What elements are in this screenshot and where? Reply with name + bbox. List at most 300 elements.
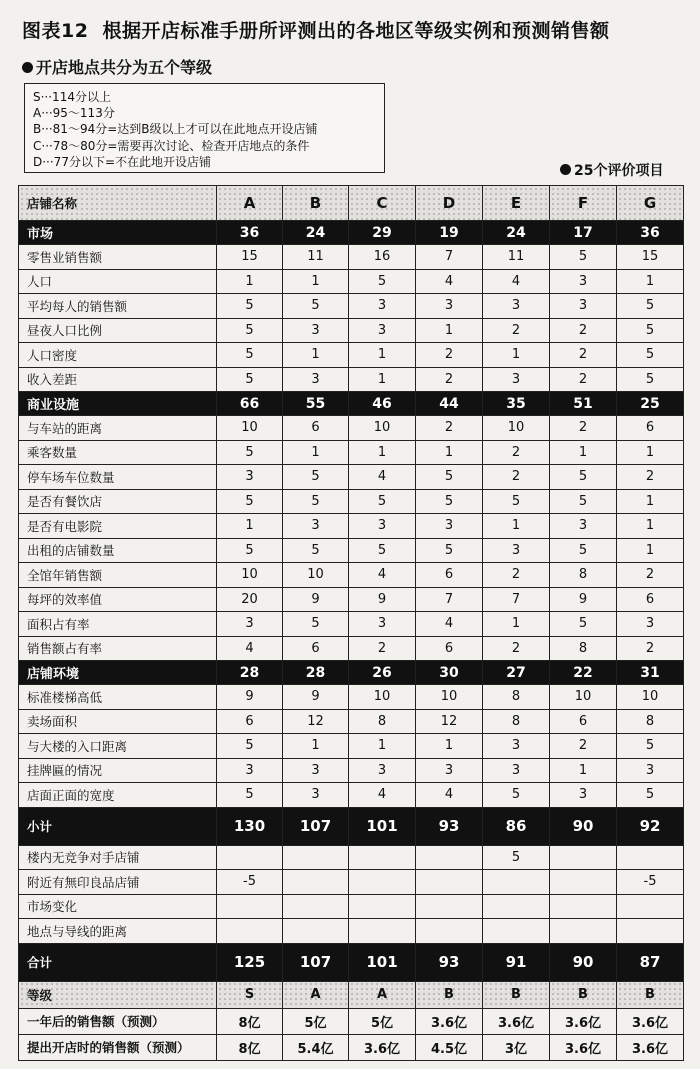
cell-b <box>283 894 349 919</box>
cell-c: 4 <box>349 783 416 808</box>
cell-a: 5 <box>217 783 283 808</box>
cell-f: 5 <box>550 538 617 563</box>
evaluation-table <box>18 185 684 1061</box>
row-label: 全馆年销售额 <box>19 563 217 588</box>
cell-e: 8 <box>483 685 550 710</box>
table-row <box>19 269 684 294</box>
row-label: 标准楼梯高低 <box>19 685 217 710</box>
cell-f: 17 <box>550 221 617 245</box>
cell-c: 4 <box>349 563 416 588</box>
cell-e: 5 <box>483 783 550 808</box>
adjustment-row <box>19 870 684 895</box>
cell-g: 31 <box>617 661 684 685</box>
subtotal-row <box>19 807 684 845</box>
row-label: 乘客数量 <box>19 440 217 465</box>
legend-line-c: C···78～80分=需要再次讨论、检查开店地点的条件 <box>33 138 310 153</box>
row-label: 提出开店时的销售额（预测） <box>19 1034 217 1060</box>
cell-b: 1 <box>283 734 349 759</box>
row-label: 与车站的距离 <box>19 416 217 441</box>
cell-b: 5 <box>283 294 349 319</box>
cell-d: 7 <box>416 245 483 270</box>
cell-e: 1 <box>483 514 550 539</box>
cell-d: 6 <box>416 563 483 588</box>
cell-g: 5 <box>617 783 684 808</box>
row-label: 一年后的销售额（预测） <box>19 1008 217 1034</box>
table-row <box>19 758 684 783</box>
cell-a: 5 <box>217 343 283 368</box>
cell-d: 3 <box>416 294 483 319</box>
cell-a: 20 <box>217 587 283 612</box>
cell-c: 3 <box>349 612 416 637</box>
cell-g: 5 <box>617 343 684 368</box>
cell-g: 3.6亿 <box>617 1008 684 1034</box>
cell-g: 92 <box>617 807 684 845</box>
cell-a: 10 <box>217 416 283 441</box>
cell-f: 8 <box>550 563 617 588</box>
cell-g: 10 <box>617 685 684 710</box>
cell-d: 4.5亿 <box>416 1034 483 1060</box>
sales-forecast-year-row <box>19 1008 684 1034</box>
cell-a: 5 <box>217 318 283 343</box>
cell-g <box>617 894 684 919</box>
cell-c: 16 <box>349 245 416 270</box>
cell-f <box>550 845 617 870</box>
cell-b: 24 <box>283 221 349 245</box>
cell-g: 1 <box>617 440 684 465</box>
cell-g <box>617 919 684 944</box>
total-row <box>19 943 684 981</box>
eval-items-note-text: 25个评价项目 <box>574 163 664 179</box>
cell-f <box>550 894 617 919</box>
row-label: 店铺环境 <box>19 661 217 685</box>
header-store-name: 店铺名称 <box>19 186 217 221</box>
header-store-c: C <box>349 186 416 221</box>
cell-g: 2 <box>617 465 684 490</box>
cell-d: 4 <box>416 269 483 294</box>
cell-c: 46 <box>349 392 416 416</box>
cell-d: 2 <box>416 343 483 368</box>
cell-a <box>217 919 283 944</box>
figure-title <box>22 16 609 43</box>
row-label: 零售业销售额 <box>19 245 217 270</box>
table-row <box>19 685 684 710</box>
adjustment-row <box>19 845 684 870</box>
cell-f: 5 <box>550 489 617 514</box>
cell-c: 1 <box>349 367 416 392</box>
cell-b: 3 <box>283 318 349 343</box>
row-label: 商业设施 <box>19 392 217 416</box>
row-label: 销售额占有率 <box>19 636 217 661</box>
cell-b: 1 <box>283 343 349 368</box>
cell-g: 5 <box>617 294 684 319</box>
row-label: 平均每人的销售额 <box>19 294 217 319</box>
cell-e: 2 <box>483 440 550 465</box>
cell-e: 3.6亿 <box>483 1008 550 1034</box>
table-row <box>19 318 684 343</box>
row-label: 挂牌匾的情况 <box>19 758 217 783</box>
cell-f: 2 <box>550 367 617 392</box>
cell-f: 3 <box>550 514 617 539</box>
row-label: 小计 <box>19 807 217 845</box>
row-label: 附近有無印良品店铺 <box>19 870 217 895</box>
cell-d: 6 <box>416 636 483 661</box>
row-label: 出租的店铺数量 <box>19 538 217 563</box>
cell-b: 6 <box>283 636 349 661</box>
cell-e: 35 <box>483 392 550 416</box>
cell-b: 3 <box>283 758 349 783</box>
cell-d: 5 <box>416 465 483 490</box>
row-label: 市场变化 <box>19 894 217 919</box>
cell-e: 11 <box>483 245 550 270</box>
cell-a: 3 <box>217 758 283 783</box>
cell-b: 5 <box>283 612 349 637</box>
table-row <box>19 514 684 539</box>
cell-a: 36 <box>217 221 283 245</box>
row-label: 等级 <box>19 981 217 1008</box>
cell-e <box>483 919 550 944</box>
cell-a: 1 <box>217 269 283 294</box>
cell-d: 10 <box>416 685 483 710</box>
cell-b: 6 <box>283 416 349 441</box>
legend-line-b: B···81～94分=达到B级以上才可以在此地点开设店铺 <box>33 122 318 137</box>
cell-a: 5 <box>217 489 283 514</box>
section-row <box>19 392 684 416</box>
cell-d: 2 <box>416 367 483 392</box>
eval-items-note <box>560 160 663 180</box>
header-store-g: G <box>617 186 684 221</box>
cell-a: 3 <box>217 465 283 490</box>
cell-a: 125 <box>217 943 283 981</box>
cell-a: 15 <box>217 245 283 270</box>
cell-b: 55 <box>283 392 349 416</box>
cell-g: 1 <box>617 538 684 563</box>
header-store-d: D <box>416 186 483 221</box>
cell-f: 3 <box>550 294 617 319</box>
cell-d: 4 <box>416 612 483 637</box>
cell-f: 2 <box>550 343 617 368</box>
cell-a: 8亿 <box>217 1008 283 1034</box>
cell-e: 8 <box>483 709 550 734</box>
cell-c: 1 <box>349 734 416 759</box>
cell-c <box>349 919 416 944</box>
row-label: 楼内无竞争对手店铺 <box>19 845 217 870</box>
cell-b <box>283 845 349 870</box>
cell-e: 3 <box>483 758 550 783</box>
cell-e: 91 <box>483 943 550 981</box>
row-label: 市场 <box>19 221 217 245</box>
table-header-row <box>19 186 684 221</box>
cell-a: 1 <box>217 514 283 539</box>
cell-b: 10 <box>283 563 349 588</box>
table-row <box>19 538 684 563</box>
sales-forecast-open-row <box>19 1034 684 1060</box>
cell-d: 44 <box>416 392 483 416</box>
cell-f: 1 <box>550 758 617 783</box>
cell-b: 3 <box>283 783 349 808</box>
cell-b: 3 <box>283 367 349 392</box>
cell-b <box>283 870 349 895</box>
row-label: 收入差距 <box>19 367 217 392</box>
row-label: 地点与导线的距离 <box>19 919 217 944</box>
cell-e <box>483 870 550 895</box>
header-store-a: A <box>217 186 283 221</box>
cell-c: 3.6亿 <box>349 1034 416 1060</box>
cell-g: 3.6亿 <box>617 1034 684 1060</box>
cell-f: 8 <box>550 636 617 661</box>
cell-b: 5亿 <box>283 1008 349 1034</box>
row-label: 人口 <box>19 269 217 294</box>
cell-f: 3 <box>550 269 617 294</box>
cell-c: 3 <box>349 758 416 783</box>
header-store-f: F <box>550 186 617 221</box>
row-label: 人口密度 <box>19 343 217 368</box>
cell-a: 5 <box>217 734 283 759</box>
table-row <box>19 440 684 465</box>
cell-f: 90 <box>550 807 617 845</box>
cell-e <box>483 894 550 919</box>
cell-f: 3 <box>550 783 617 808</box>
cell-c: 9 <box>349 587 416 612</box>
cell-e: 2 <box>483 318 550 343</box>
cell-b: 107 <box>283 943 349 981</box>
cell-d <box>416 845 483 870</box>
grade-row <box>19 981 684 1008</box>
table-row <box>19 734 684 759</box>
cell-e: 86 <box>483 807 550 845</box>
cell-g: B <box>617 981 684 1008</box>
cell-g: 5 <box>617 367 684 392</box>
cell-c: 5 <box>349 489 416 514</box>
cell-a <box>217 894 283 919</box>
cell-c: A <box>349 981 416 1008</box>
cell-c: 5 <box>349 269 416 294</box>
cell-f: 5 <box>550 465 617 490</box>
cell-f: 2 <box>550 318 617 343</box>
cell-a: 5 <box>217 294 283 319</box>
cell-a: 4 <box>217 636 283 661</box>
cell-g: 5 <box>617 318 684 343</box>
cell-e: 5 <box>483 489 550 514</box>
header-store-b: B <box>283 186 349 221</box>
cell-a: 10 <box>217 563 283 588</box>
cell-e: B <box>483 981 550 1008</box>
cell-c: 3 <box>349 318 416 343</box>
cell-e: 4 <box>483 269 550 294</box>
header-store-e: E <box>483 186 550 221</box>
cell-c: 10 <box>349 416 416 441</box>
row-label: 是否有电影院 <box>19 514 217 539</box>
cell-g: 1 <box>617 514 684 539</box>
row-label: 合计 <box>19 943 217 981</box>
cell-c <box>349 845 416 870</box>
cell-d <box>416 894 483 919</box>
cell-f: 6 <box>550 709 617 734</box>
cell-a: 3 <box>217 612 283 637</box>
row-label: 与大楼的入口距离 <box>19 734 217 759</box>
cell-g: 36 <box>617 221 684 245</box>
row-label: 店面正面的宽度 <box>19 783 217 808</box>
row-label: 停车场车位数量 <box>19 465 217 490</box>
cell-c: 2 <box>349 636 416 661</box>
cell-f: 3.6亿 <box>550 1034 617 1060</box>
cell-g: 2 <box>617 636 684 661</box>
cell-f: 22 <box>550 661 617 685</box>
adjustment-row <box>19 919 684 944</box>
cell-a: 66 <box>217 392 283 416</box>
cell-e: 24 <box>483 221 550 245</box>
grade-subheading-text: 开店地点共分为五个等级 <box>36 58 213 77</box>
row-label: 每坪的效率值 <box>19 587 217 612</box>
table-row <box>19 587 684 612</box>
cell-e: 3亿 <box>483 1034 550 1060</box>
cell-b: 12 <box>283 709 349 734</box>
cell-a: S <box>217 981 283 1008</box>
cell-g: 8 <box>617 709 684 734</box>
table-row <box>19 294 684 319</box>
cell-f: 90 <box>550 943 617 981</box>
cell-d: 3 <box>416 758 483 783</box>
cell-g: 6 <box>617 416 684 441</box>
cell-c: 29 <box>349 221 416 245</box>
cell-a: 5 <box>217 367 283 392</box>
cell-e: 1 <box>483 343 550 368</box>
cell-e: 3 <box>483 734 550 759</box>
cell-f: 2 <box>550 416 617 441</box>
cell-d: 19 <box>416 221 483 245</box>
figure-title-text: 根据开店标准手册所评测出的各地区等级实例和预测销售额 <box>102 20 610 42</box>
cell-e: 7 <box>483 587 550 612</box>
cell-b: 5.4亿 <box>283 1034 349 1060</box>
legend-line-s: S···114分以上 <box>33 90 111 104</box>
cell-g: -5 <box>617 870 684 895</box>
cell-g: 25 <box>617 392 684 416</box>
row-label: 是否有餐饮店 <box>19 489 217 514</box>
cell-e: 3 <box>483 538 550 563</box>
table-row <box>19 636 684 661</box>
cell-a: 6 <box>217 709 283 734</box>
table-row <box>19 245 684 270</box>
cell-f: 1 <box>550 440 617 465</box>
cell-f: 10 <box>550 685 617 710</box>
cell-d: 5 <box>416 489 483 514</box>
grade-subheading <box>22 55 212 78</box>
cell-f: B <box>550 981 617 1008</box>
cell-e: 3 <box>483 367 550 392</box>
cell-c: 101 <box>349 943 416 981</box>
cell-e: 10 <box>483 416 550 441</box>
cell-f: 5 <box>550 612 617 637</box>
table-row <box>19 709 684 734</box>
cell-e: 2 <box>483 636 550 661</box>
cell-b: 9 <box>283 587 349 612</box>
cell-g: 2 <box>617 563 684 588</box>
table-row <box>19 416 684 441</box>
table-row <box>19 465 684 490</box>
cell-d <box>416 870 483 895</box>
cell-e: 2 <box>483 465 550 490</box>
cell-c: 4 <box>349 465 416 490</box>
cell-g: 5 <box>617 734 684 759</box>
table-row <box>19 612 684 637</box>
cell-c: 3 <box>349 514 416 539</box>
cell-a: -5 <box>217 870 283 895</box>
row-label: 卖场面积 <box>19 709 217 734</box>
cell-b: A <box>283 981 349 1008</box>
cell-d: 2 <box>416 416 483 441</box>
cell-c: 3 <box>349 294 416 319</box>
cell-c <box>349 870 416 895</box>
table-row <box>19 367 684 392</box>
cell-c: 101 <box>349 807 416 845</box>
cell-e: 2 <box>483 563 550 588</box>
cell-g: 3 <box>617 612 684 637</box>
cell-b: 5 <box>283 538 349 563</box>
cell-d: 7 <box>416 587 483 612</box>
cell-f <box>550 919 617 944</box>
cell-g: 3 <box>617 758 684 783</box>
cell-c: 10 <box>349 685 416 710</box>
cell-b: 1 <box>283 269 349 294</box>
cell-c: 5亿 <box>349 1008 416 1034</box>
cell-g: 15 <box>617 245 684 270</box>
row-label: 昼夜人口比例 <box>19 318 217 343</box>
cell-d: 93 <box>416 943 483 981</box>
section-row <box>19 661 684 685</box>
cell-c: 8 <box>349 709 416 734</box>
cell-b <box>283 919 349 944</box>
cell-b: 3 <box>283 514 349 539</box>
cell-b: 28 <box>283 661 349 685</box>
legend-line-d: D···77分以下=不在此地开设店铺 <box>33 154 212 169</box>
cell-g: 1 <box>617 269 684 294</box>
cell-c: 5 <box>349 538 416 563</box>
cell-d: B <box>416 981 483 1008</box>
table-row <box>19 783 684 808</box>
cell-f: 9 <box>550 587 617 612</box>
cell-d: 1 <box>416 734 483 759</box>
cell-d: 5 <box>416 538 483 563</box>
cell-g: 6 <box>617 587 684 612</box>
cell-b: 107 <box>283 807 349 845</box>
cell-d: 12 <box>416 709 483 734</box>
cell-a <box>217 845 283 870</box>
cell-c: 1 <box>349 343 416 368</box>
cell-a: 130 <box>217 807 283 845</box>
table-row <box>19 343 684 368</box>
cell-c: 1 <box>349 440 416 465</box>
bullet-icon <box>560 164 571 175</box>
cell-g <box>617 845 684 870</box>
cell-d: 4 <box>416 783 483 808</box>
cell-b: 5 <box>283 489 349 514</box>
table-row <box>19 563 684 588</box>
cell-a: 28 <box>217 661 283 685</box>
cell-g: 1 <box>617 489 684 514</box>
table-row <box>19 489 684 514</box>
cell-d <box>416 919 483 944</box>
cell-d: 93 <box>416 807 483 845</box>
grade-legend-box <box>24 83 385 173</box>
bullet-icon <box>22 62 33 73</box>
cell-f: 3.6亿 <box>550 1008 617 1034</box>
cell-b: 1 <box>283 440 349 465</box>
adjustment-row <box>19 894 684 919</box>
cell-f: 51 <box>550 392 617 416</box>
cell-d: 1 <box>416 318 483 343</box>
cell-d: 1 <box>416 440 483 465</box>
cell-c <box>349 894 416 919</box>
legend-line-a: A···95～113分 <box>33 106 115 121</box>
